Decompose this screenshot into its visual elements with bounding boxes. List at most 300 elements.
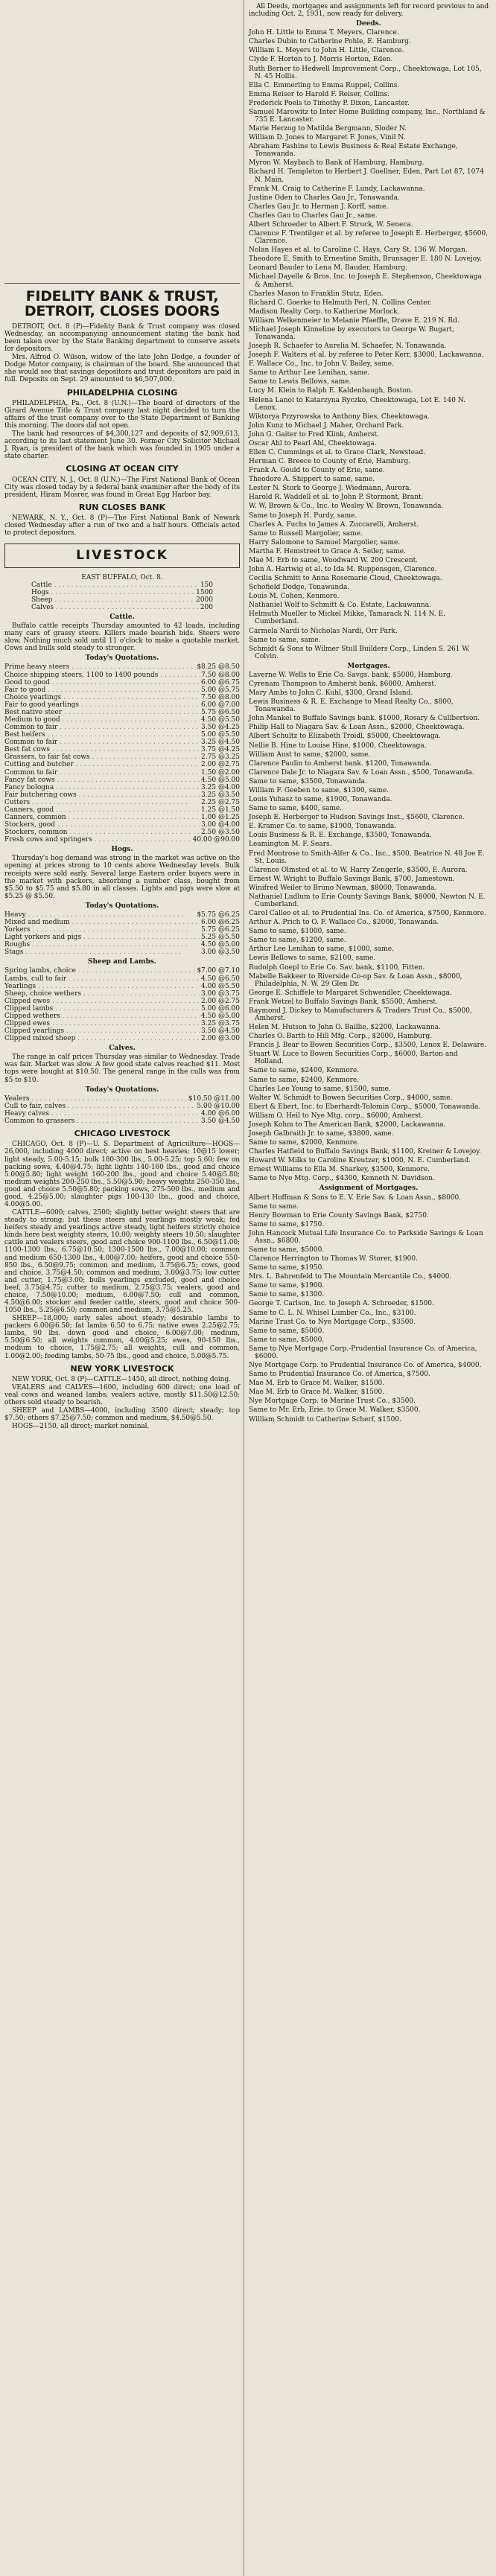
assignments-title: Assignment of Mortgages. — [319, 1185, 419, 1193]
divider — [4, 283, 240, 284]
quote-value: 4.50 @5.00 — [201, 776, 240, 784]
quote-value: 2.00 @2.75 — [201, 761, 240, 769]
quote-label: Clipped ewes . . . — [4, 1020, 200, 1027]
assignment-record: Same to Prudential Insurance Co. of America, $7500. — [249, 1371, 430, 1379]
mortgage-record: Leamington M. F. Sears. — [249, 841, 332, 849]
quote-row — [31, 604, 213, 611]
quote-label: Stockers, good . . . — [4, 821, 200, 829]
mortgage-record: William Aust to same, $2000, same. — [249, 750, 371, 759]
deed-record: Myron W. Maybach to Bank of Hamburg, Hamburg. — [249, 159, 425, 168]
quote-label: Cattle . . . — [31, 581, 199, 589]
quote-value: 3.00 @4.00 — [201, 821, 240, 829]
mortgage-record: Mabelle Bakkeer to Riverside Co-op Sav. & Loan Assn., $8000, Philadelphia, N. W. 29 Glen Dr. — [249, 972, 462, 988]
deed-record: Herman C. Breece to County of Erie, Hamburg. — [249, 458, 411, 466]
deed-record: Clyde F. Horton to J. Morris Horton, Eden. — [249, 56, 393, 64]
deed-record: Louis M. Cohen, Kenmore. — [249, 593, 340, 601]
deed-record: Nathaniel Wolf to Schmitt & Co. Estate, Lackawanna. — [249, 602, 431, 610]
quote-row — [4, 983, 240, 990]
mortgage-record: Lewis Bellows to same, $2100, same. — [249, 954, 376, 963]
quote-label: Choice yearlings . . . — [4, 694, 200, 701]
quote-row — [4, 919, 240, 926]
mortgage-record: Clarence Paulin to Amherst bank. $1200, Tonawanda. — [249, 759, 432, 768]
quote-value: 2.00 @2.75 — [201, 997, 240, 1005]
quote-row — [4, 716, 240, 724]
assignment-record: Clarence Herrington to Thomas W. Storer, $1900. — [249, 1255, 418, 1263]
quote-value: $10.50 @11.00 — [188, 1094, 240, 1103]
quote-row — [4, 926, 240, 934]
quote-row — [4, 806, 240, 814]
deed-record: Mae M. Erb to same, Woodward W. 200 Crescent. — [249, 556, 419, 564]
calves-quotes-table — [4, 1095, 240, 1125]
quote-value: 4.50 @5.00 — [201, 941, 240, 949]
quote-label: Vealers . . . — [4, 1095, 187, 1103]
quote-label: Fresh cows and springers . . . — [4, 836, 191, 844]
quote-row — [4, 777, 240, 784]
mortgage-record: Same to same, $3500, Tonawanda. — [249, 777, 367, 785]
mortgage-record: Clarence Olmsted et al. to W. Harry Zengerle, $3500, E. Aurora. — [249, 866, 468, 874]
mortgage-record: William O. Heil to Nye Mtg. corp., $6000, Amherst. — [249, 1112, 424, 1120]
quote-value: 3.00 @3.75 — [201, 989, 240, 998]
mortgage-record: Mary Ambs to John C. Kuhl, $300, Grand Island. — [249, 689, 413, 698]
mortgage-record: Helen M. Hutson to John O. Baillie, $2200, Lackawanna. — [249, 1024, 441, 1032]
deed-record: Leonard Bauder to Lena M. Bauder, Hamburg. — [249, 264, 408, 272]
quote-label: Fair to good . . . — [4, 686, 200, 694]
quote-value: 4.00 @6.00 — [201, 1109, 240, 1118]
quote-label: Stags . . . — [4, 949, 200, 956]
fidelity-paragraph: DETROIT, Oct. 8 (P)—Fidelity Bank & Trust company was closed Wednesday, an accompanying announcement stating the bank had been taken over by the State Banking department to conserve assets for depositors. — [4, 322, 240, 354]
cattle-title: Cattle. — [109, 613, 135, 621]
deed-record: Samuel Marowitz to Inter Home Building company, Inc., Northland & 735 E. Lancaster. — [249, 108, 486, 124]
quote-row — [4, 753, 240, 761]
assignment-record: Same to Mr. Erb, Erie. to Grace M. Walker, $3500. — [249, 1406, 421, 1415]
mortgage-record: Arthur A. Prich to O. F. Wallace Co., $2000, Tonawanda. — [249, 919, 439, 927]
deed-record: Frederick Poels to Timothy P. Dixon, Lancaster. — [249, 99, 410, 107]
quote-label: Canners, common . . . — [4, 814, 200, 821]
quote-label: Best heifers . . . — [4, 731, 200, 739]
mortgage-record: Ebert & Ebert, Inc. to Eberhardt-Tolomin Corp., $5000, Tonawanda. — [249, 1103, 481, 1111]
quote-label: Cull to fair, calves . . . — [4, 1103, 195, 1110]
quote-value: $5.75 @6.25 — [197, 911, 240, 919]
quote-row — [4, 911, 240, 919]
quote-label: Choice shipping steers, 1100 to 1400 pounds . . . — [4, 672, 200, 679]
quote-value: 7.50 @8.00 — [201, 693, 240, 701]
deed-record: John H. Little to Emma T. Meyers, Clarence. — [249, 29, 399, 37]
assignment-record: Same to same, $1750. — [249, 1220, 325, 1228]
quote-label: Cutters . . . — [4, 799, 200, 806]
quote-label: Clipped lambs . . . — [4, 1005, 200, 1013]
quote-value: 2.50 @3.50 — [201, 829, 240, 837]
quote-row — [4, 1005, 240, 1013]
mortgage-record: Frank Wetzel to Buffalo Savings Bank, $5500, Amherst. — [249, 998, 438, 1006]
quote-label: Canners, good . . . — [4, 806, 200, 814]
new-york-paragraph: VEALERS and CALVES—1600, including 600 direct; one load of veal cows and weaned lambs; vealers active, mostly $11.50@12.50; others sold steady to bearish. — [4, 1384, 240, 1407]
quote-label: Clipped yearlings . . . — [4, 1027, 200, 1035]
ocean-city-paragraph: OCEAN CITY, N. J., Oct. 8 (U.N.)—The First National Bank of Ocean City was closed today by a federal bank examiner after the body of its president, Hiram Mosrer, was found in Great Egg Harbor bay. — [4, 476, 240, 499]
deed-record: Frank M. Craig to Catherine F. Lundy, Lackawanna. — [249, 185, 425, 193]
quote-label: Light yorkers and pigs . . . — [4, 934, 200, 941]
quote-label: Grassers, to fair fat cows . . . — [4, 753, 200, 761]
deed-record: William L. Meyers to John H. Little, Clarence. — [249, 47, 404, 55]
deed-record: Charles Dubin to Catherine Pohle, E. Hamburg. — [249, 38, 411, 46]
quote-value: 3.50 @4.50 — [201, 1117, 240, 1125]
quote-value: 40.00 @90.00 — [192, 836, 240, 844]
quote-row — [4, 784, 240, 791]
mortgage-record: Carol Calleo et al. to Prudential Ins. Co. of America, $7500, Kenmore. — [249, 910, 486, 918]
quote-label: Spring lambs, choice . . . — [4, 967, 195, 975]
chicago-paragraph: CATTLE—6000; calves, 2500; slightly better weight steers that are steady to strong; but these steers and yearlings mostly weak; fed heifers steady and yearlings active steady, light heifers strictly choice kinds here best weighty steers, 10.00; weighty steers 10.50; slaughter cattle and vealers steers, good and choice 900-1100 lbs., 6.50@11.00; 1100-1300 lbs., 6.75@10.50; 1300-1500 lbs., 7.00@10.00; common and medium 650-1300 lbs., 4.00@7.00; heifers, good and choice 550-850 lbs., 6.50@9.75; common and medium, 3.75@6.75; cows, good and choice, 3.75@4.50; common and medium, 3.00@3.75; low cutter and cutter, 1.75@3.00; bulls yearlings excluded, good and choice beef, 3.75@4.75; cutter to medium, 2.75@3.75; vealers, good and choice, 7.50@10.00; medium, 6.00@7.50; cull and common, 4.50@6.00; stocker and feeder cattle, steers, good and choice 500-1050 lbs., 5.25@6.50; common and medium, 3.75@5.25. — [4, 1209, 240, 1315]
quote-label: Yearlings . . . — [4, 983, 200, 990]
deed-record: Charles Gau Jr. to Herman J. Korff, same. — [249, 203, 389, 211]
mortgage-record: Charles O. Barth to Hill Mfg. Corp., $2000, Hamburg. — [249, 1033, 432, 1041]
deeds-title: Deeds. — [356, 20, 381, 28]
assignment-record: Henry Bowman to Erie County Savings Bank, $2750. — [249, 1211, 429, 1220]
right-column — [249, 3, 489, 1425]
quote-row — [4, 672, 240, 679]
assignment-record: Marine Trust Co. to Nye Mortgage Corp., $3500. — [249, 1318, 416, 1326]
quote-row — [4, 724, 240, 731]
quote-value: 5.75 @6.50 — [201, 708, 240, 716]
assignment-record: Mrs. L. Bahrenfeld to The Mountain Mercantile Co., $4000. — [249, 1273, 452, 1281]
deed-record: Richard H. Templeton to Herbert J. Goellner, Eden, Part Lot 87, 1074 N. Main. — [249, 168, 484, 184]
deed-record: Same to Joseph H. Purdy, same. — [249, 511, 357, 520]
philadelphia-headline: PHILADELPHIA CLOSING — [66, 387, 178, 398]
sheep-quotes-table — [4, 967, 240, 1042]
quote-row — [31, 589, 213, 596]
todays-quotations-title: Today's Quotations. — [85, 1085, 159, 1094]
calves-text: The range in calf prices Thursday was similar to Wednesday. Trade was fair. Market was slow. A few good state calves reached $11. Most tops were bought at $10.50. The general range in the culls was from $5 to $10. — [4, 1053, 240, 1084]
quote-row — [4, 709, 240, 716]
assignment-record: Same to same, $5000. — [249, 1246, 325, 1254]
quote-row — [4, 941, 240, 949]
mortgage-record: Same to same, $400, same. — [249, 805, 343, 813]
quote-label: Lambs, cull to fair . . . — [4, 975, 200, 983]
quote-row — [4, 694, 240, 701]
quote-row — [4, 686, 240, 694]
quote-row — [4, 967, 240, 975]
assignment-record: John Hancock Mutual Life Insurance Co. to Parkside Savings & Loan Assn., $6800. — [249, 1229, 483, 1245]
deed-record: Madison Realty Corp. to Katherine Morlock. — [249, 307, 400, 316]
cattle-quotes-table — [4, 663, 240, 844]
quote-label: Clipped mixed sheep . . . — [4, 1035, 200, 1042]
deed-record: John Kunz to Michael J. Maher, Orchard Park. — [249, 421, 404, 430]
mortgage-record: Francis J. Bear to Bowen Securities Corp., $3500, Lenox E. Delaware. — [249, 1042, 487, 1050]
mortgage-record: Same to same, $2400, Kenmore. — [249, 1067, 360, 1075]
deed-record: Same to Russell Margolier, same. — [249, 529, 363, 538]
deed-record: Albert Schroeder to Albert F. Struck, W. Seneca. — [249, 220, 413, 229]
quote-label: Hogs . . . — [31, 589, 194, 596]
mortgage-record: George E. Schiffele to Margaret Schwendler, Cheektowaga. — [249, 989, 452, 997]
mortgage-record: John Mankel to Buffalo Savings bank. $1000, Rosary & Cullbertson. — [249, 715, 480, 723]
quote-row — [4, 1095, 240, 1103]
new-york-paragraph: HOGS—2150, all direct; market nominal. — [12, 1423, 150, 1431]
deed-record: Joseph F. Walters et al. by referee to Peter Kerr, $3000, Lackawanna. — [249, 351, 484, 360]
left-top-space — [4, 3, 240, 280]
quote-row — [4, 1035, 240, 1042]
chicago-headline: CHICAGO LIVESTOCK — [74, 1129, 171, 1139]
left-column — [4, 3, 240, 1431]
quote-row — [4, 1020, 240, 1027]
receipts-table — [4, 581, 240, 611]
deed-record: Frank A. Gould to County of Erie, same. — [249, 467, 385, 475]
todays-quotations-title: Today's Quotations. — [85, 902, 159, 910]
deed-record: Charles A. Fuchs to James A. Zuccarelli, Amherst. — [249, 520, 419, 529]
todays-quotations-title: Today's Quotations. — [85, 654, 159, 663]
mortgage-record: Louis Business & R. E. Exchange, $3500, Tonawanda. — [249, 832, 432, 840]
mortgage-record: Stuart W. Luce to Bowen Securities Corp., $6000, Barton and Holland. — [249, 1051, 458, 1066]
quote-value: 6.00 @6.75 — [201, 678, 240, 686]
quote-label: Common to fair . . . — [4, 739, 200, 746]
quote-value: 2000 — [196, 596, 213, 604]
deed-record: Ellen C. Cummings et al. to Grace Clark, Newstead. — [249, 448, 426, 456]
quote-label: Sheep . . . — [31, 596, 194, 604]
mortgage-record: Same to same, $2000, Kenmore. — [249, 1139, 360, 1147]
mortgage-record: Laverne W. Wells to Erie Co. Savgs. bank, $5000, Hamburg. — [249, 671, 453, 679]
quote-value: 7.50 @8.00 — [201, 671, 240, 679]
quote-row — [4, 934, 240, 941]
quote-row — [4, 799, 240, 806]
quote-value: 3.50 @4.50 — [201, 1027, 240, 1036]
intro-notice: All Deeds, mortgages and assignments left for record previous to and including Oct. 2, 1931, now ready for delivery. — [249, 3, 489, 19]
mortgage-record: Howard W. Milks to Caroline Kreutzer, $1000, N. E. Cumberland. — [249, 1157, 471, 1165]
quote-row — [4, 998, 240, 1005]
deed-record: Theodore E. Smith to Ernestine Smith, Brunsager E. 180 N. Lovejoy. — [249, 255, 482, 264]
quote-row — [4, 821, 240, 829]
deed-record: Same to Lewis Bellows, same. — [249, 378, 352, 386]
quote-value: 1.25 @1.50 — [201, 806, 240, 814]
quote-label: Fancy fat cows . . . — [4, 777, 200, 784]
quote-value: 4.50 @6.50 — [201, 975, 240, 983]
quote-row — [4, 1103, 240, 1110]
quote-value: 5.00 @10.00 — [197, 1102, 240, 1110]
quote-value: 5.00 @5.50 — [201, 731, 240, 739]
deed-record: Richard C. Goerke to Helmuth Perl, N. Collins Center. — [249, 299, 432, 307]
deed-record: Marie Herzog to Matilda Bergmann, Sloder N. — [249, 125, 407, 133]
quote-value: 2.75 @3.25 — [201, 753, 240, 762]
assignment-record: Same to same, $5000. — [249, 1336, 325, 1344]
quote-row — [4, 761, 240, 768]
deed-record: F. Wallace Co., Inc. to John V. Bailey, same. — [249, 360, 394, 369]
quote-row — [4, 746, 240, 753]
deed-record: Clarence F. Trentilger et al. by referee to Joseph E. Herberger, $5600, Clarence. — [249, 230, 489, 246]
quote-value: 6.00 @7.00 — [201, 701, 240, 709]
quote-row — [4, 663, 240, 671]
quote-label: Common to fair . . . — [4, 769, 200, 777]
quote-value: $7.00 @7.10 — [197, 967, 240, 975]
deed-record: Abraham Fashine to Lewis Business & Real Estate Exchange, Tonawanda. — [249, 143, 458, 159]
mortgage-record: Ernest Williams to Ella M. Sharkey, $3500, Kenmore. — [249, 1166, 430, 1174]
deed-record: William Welkenmeier to Melanie Pfaeffle, Drave E. 219 N. Rd. — [249, 316, 460, 325]
quote-label: Yorkers . . . — [4, 926, 200, 934]
quote-value: 5.25 @5.50 — [201, 934, 240, 942]
chicago-paragraph: CHICAGO, Oct. 8 (P)—U. S. Department of Agriculture—HOGS—26,000, including 4000 direct; active on best heavies; 10@15 lower; light steady, 5.00-5.15; bulk 180-300 lbs., 5.00-5.25; top 5.60; few on packing sows, 4.40@4.75; light lights 140-160 lbs., good and choice 5.00@5.80; light weight 160-200 lbs., good and choice 5.40@5.80; medium weights 200-250 lbs., 5.50@5.90; heavy weights 250-350 lbs., good and choice 5.50@5.80; packing sows, 275-500 lbs., medium and good, 4.25@5.00; slaughter pigs 100-130 lbs., good and choice, 4.00@5.00. — [4, 1141, 240, 1208]
mortgage-record: Winifred Weiler to Bruno Newman, $8000, Tonawanda. — [249, 884, 437, 892]
quote-label: Stockers, common . . . — [4, 829, 200, 836]
mortgage-record: Louis Yuhasz to same, $1900, Tonawanda. — [249, 796, 392, 804]
quote-value: 4.00 @5.50 — [201, 982, 240, 990]
deed-record: John A. Hartwig et al. to Ida M. Ruppensgen, Clarence. — [249, 566, 437, 573]
deed-record: Same to same, same. — [249, 636, 321, 644]
quote-label: Calves . . . — [31, 604, 199, 611]
quote-value: 3.25 @4.50 — [201, 739, 240, 747]
quote-value: 3.50 @4.25 — [201, 724, 240, 732]
deed-record: Schmidt & Sons to Wilmer Stull Builders Corp., Linden S. 261 W. Colvin. — [249, 645, 470, 660]
ocean-city-headline: CLOSING AT OCEAN CITY — [66, 464, 179, 474]
mortgage-record: E. Kramer Co. to same, $1900, Tonawanda. — [249, 823, 397, 831]
quote-label: Common to fair . . . — [4, 724, 200, 731]
assignment-record: Same to same, $5000. — [249, 1327, 325, 1335]
quote-row — [4, 1013, 240, 1020]
deed-record: Michael Joseph Kinneline by executors to George W. Bugart, Tonawanda. — [249, 325, 454, 341]
quote-label: Best native steer . . . — [4, 709, 200, 716]
deed-record: Justine Oden to Charles Gau Jr., Tonawanda. — [249, 194, 401, 202]
assignment-record: Nye Mortgage Corp. to Marine Trust Co., $3500. — [249, 1397, 416, 1406]
quote-label: Clipped wethers . . . — [4, 1013, 200, 1020]
quote-row — [4, 701, 240, 709]
livestock-banner: LIVESTOCK — [4, 543, 240, 568]
quote-value: 200 — [200, 603, 213, 611]
quote-value: 2.00 @3.00 — [201, 1035, 240, 1043]
deed-record: Carmela Nardi to Nicholas Nardi, Orr Park. — [249, 627, 398, 635]
quote-row — [4, 975, 240, 983]
hogs-text: Thursday's hog demand was strong in the market was active on the opening at prices strong to 10 cents above Wednesday levels. Bulk receipts were sold early. Several large Eastern order buyers were in the market with packers, absorbing a number class, bought from $5.50 to $5.75 and $5.80 in all classes. Lights and pigs were slow at $5.25 @ $5.50. — [4, 855, 240, 900]
quote-row — [4, 949, 240, 956]
mortgage-record: Cyrenam Thompson to Amherst bank. $6000, Amherst. — [249, 680, 436, 689]
mortgage-record: Walter W. Schmidt to Bowen Securities Corp., $4000, same. — [249, 1094, 453, 1102]
hogs-title: Hogs. — [111, 846, 133, 854]
hogs-quotes-table — [4, 911, 240, 956]
philadelphia-paragraph: The bank had resources of $4,300,127 and deposits of $2,909,613, according to its last statement June 30. Former City Solicitor Michael J. Ryan, is president of the bank which was founded in 1905 under a state charter. — [4, 430, 240, 461]
deed-record: Nolan Hayes et al. to Caroline C. Hays, Cary St. 136 W. Morgan. — [249, 246, 468, 255]
deed-record: Theodore A. Shippert to same, same. — [249, 476, 375, 484]
philadelphia-paragraph: PHILADELPHIA, Pa., Oct. 8 (U.N.)—The board of directors of the Girard Avenue Title & Trust company last night decided to turn the affairs of the trust company over to the State Department of Banking this morning. The doors did not open. — [4, 399, 240, 430]
quote-value: 150 — [200, 581, 213, 589]
mortgage-record: Joseph Kohm to The American Bank, $2000, Lackawanna. — [249, 1120, 446, 1129]
quote-value: 5.75 @6.25 — [201, 926, 240, 934]
quote-row — [4, 1110, 240, 1118]
quote-value: 3.75 @4.25 — [201, 746, 240, 754]
mortgage-record: Nellie B. Hine to Louise Hine, $1000, Cheektowaga. — [249, 742, 427, 750]
quote-row — [31, 596, 213, 604]
deed-record: Ella C. Emmerling to Emma Ruppel, Collins. — [249, 81, 400, 89]
deeds-list — [249, 29, 489, 660]
quote-value: 4.50 @5.00 — [201, 1012, 240, 1020]
quote-row — [4, 679, 240, 686]
new-york-paragraph: SHEEP and LAMBS—4000, including 3500 direct; steady; top $7.50; others $7.25@7.50; common and medium, $4.50@5.50. — [4, 1407, 240, 1423]
quote-value: 4.50 @5.50 — [201, 715, 240, 724]
mortgage-record: Raymond J. Dickey to Manufacturers & Traders Trust Co., $5000, Amherst. — [249, 1007, 472, 1022]
deed-record: Harry Salomone to Samuel Margolier, same. — [249, 538, 401, 546]
deed-record: Schofield Dodge, Tonawanda. — [249, 584, 350, 592]
mortgage-record: Arthur Lee Lenihan to same, $1000, same. — [249, 946, 394, 954]
quote-row — [4, 731, 240, 739]
quote-label: Cutting and butcher . . . — [4, 761, 200, 768]
mortgage-record: Rudolph Goepl to Erie Co. Sav. bank, $1100, Fitten. — [249, 963, 425, 972]
mortgage-record: Charles Hatfield to Buffalo Savings Bank, $1100, Kreiner & Lovejoy. — [249, 1148, 481, 1156]
quote-label: Fancy bologna . . . — [4, 784, 200, 791]
mortgage-record: Philip Hall to Niagara Sav. & Loan Assn., $2000, Cheektowaga. — [249, 724, 465, 732]
mortgage-record: William F. Geeben to same, $1300, same. — [249, 786, 390, 794]
quote-value: 1500 — [196, 588, 213, 596]
mortgage-record: Same to same, $1200, same. — [249, 937, 346, 945]
deed-record: John G. Gaiter to Fred Klink, Amherst. — [249, 430, 380, 439]
quote-row — [4, 836, 240, 844]
deed-record: William D. Jones to Margaret F. Jones, Vinil N. — [249, 134, 406, 142]
mortgage-record: Fred Montrose to Smith-Alfer & Co., Inc., $500, Beatrice N. 48 Joe E. St. Louis. — [249, 849, 485, 865]
mortgage-record: Ernest W. Wright to Buffalo Savings Bank, $700, Jamestown. — [249, 875, 455, 883]
assignment-record: Same to same, $1950. — [249, 1264, 325, 1272]
quote-value: 1.50 @2.00 — [201, 768, 240, 777]
quote-value: 6.00 @6.25 — [201, 919, 240, 926]
fidelity-headline: FIDELITY BANK & TRUST, DETROIT, CLOSES DOORS — [24, 288, 220, 319]
quote-label: Clipped ewes . . . — [4, 998, 200, 1005]
mortgages-list — [249, 672, 489, 1183]
east-buffalo-dateline: EAST BUFFALO, Oct. 8. — [81, 573, 163, 581]
new-york-paragraph: NEW YORK, Oct. 8 (P)—CATTLE—1450, all direct, nothing doing. — [12, 1375, 231, 1383]
quote-label: Heavy . . . — [4, 911, 195, 919]
quote-label: Prime heavy steers . . . — [4, 663, 195, 671]
deed-record: Joseph R. Schaefer to Aurelia M. Schaefer, N. Tonawanda. — [249, 342, 447, 351]
quote-row — [4, 990, 240, 998]
deed-record: Oscar Ahl to Pearl Ahl, Cheektowaga. — [249, 439, 377, 447]
assignment-record: Same to C. L. N. Whisel Lumber Co., Inc., $3100. — [249, 1309, 416, 1317]
mortgages-title: Mortgages. — [347, 662, 390, 670]
quote-value: 2.25 @2.75 — [201, 798, 240, 806]
deed-record: Helmuth Mueller to Mickel Mikke, Tamarack N. 114 N. E. Cumberland. — [249, 610, 445, 626]
quote-value: 3.25 @4.00 — [201, 783, 240, 791]
quote-label: Good to good . . . — [4, 679, 200, 686]
quote-value: $8.25 @8.50 — [197, 663, 240, 672]
quote-row — [31, 581, 213, 589]
quote-label: Roughs . . . — [4, 941, 200, 949]
mortgage-record: Joseph Galbraith Jr. to same, $3800, same. — [249, 1130, 394, 1138]
assignment-record: Nye Mortgage Corp. to Prudential Insurance Co. of America, $4000. — [249, 1362, 482, 1370]
deed-record: Harold R. Waddell et al. to John P. Stormont, Brant. — [249, 494, 424, 502]
quote-row — [4, 1027, 240, 1035]
newark-paragraph: NEWARK, N. Y., Oct. 8 (P)—The First National Bank of Newark closed Wednesday after a run of two and a half hours. Officials acted to protect depositors. — [4, 514, 240, 538]
mortgage-record: Same to same, $1000, same. — [249, 928, 346, 936]
quote-row — [4, 739, 240, 746]
new-york-headline: NEW YORK LIVESTOCK — [70, 1363, 174, 1374]
quote-label: Common to grassers . . . — [4, 1118, 200, 1125]
cattle-text: Buffalo cattle receipts Thursday amounted to 42 loads, including many cars of grassy steers. Killers made bearish bids. Steers were slow. Nothing much sold until 11 o'clock to make a quotable market. Cows and bulls sold steady to stronger. — [4, 622, 240, 653]
quote-row — [4, 829, 240, 836]
deed-record: Charles Gau to Charles Gau Jr., same. — [249, 211, 378, 220]
mortgage-record: Same to same, $2400, Kenmore. — [249, 1076, 360, 1084]
quote-label: Medium to good . . . — [4, 716, 200, 724]
assignment-record: Mae M. Erb to Grace M. Walker, $1500. — [249, 1389, 385, 1397]
sheep-title: Sheep and Lambs. — [88, 958, 156, 966]
mortgage-record: Same to Nye Mtg. Corp., $4300, Kenneth N. Davidson. — [249, 1175, 435, 1183]
deed-record: Emma Reiser to Harold F. Reiser, Collins. — [249, 90, 390, 98]
assignment-record: Same to same, $1900. — [249, 1282, 325, 1290]
quote-label: Best fat cows . . . — [4, 746, 200, 753]
deed-record: Charles Mason to Franklin Stutz, Eden. — [249, 290, 384, 298]
quote-row — [4, 1118, 240, 1125]
quote-value: 5.00 @6.00 — [201, 1004, 240, 1013]
assignment-record: Same to same. — [249, 1202, 299, 1211]
mortgage-record: Nathaniel Ludlum to Erie County Savings Bank, $8000, Newton N. E. Cumberland. — [249, 893, 486, 908]
mortgage-record: Lewis Business & R. E. Exchange to Mead Realty Co., $800, Tonawanda. — [249, 698, 454, 714]
deed-record: Cecilia Schmitt to Anna Rosemarie Cloud, Cheektowaga. — [249, 575, 442, 583]
quote-row — [4, 769, 240, 777]
quote-value: 5.00 @5.75 — [201, 686, 240, 694]
newark-headline: RUN CLOSES BANK — [78, 502, 166, 512]
mortgage-record: Albert Schultz to Elizabeth Troidl, $5000, Cheektowaga. — [249, 733, 442, 741]
quote-label: Fair butchering cows . . . — [4, 791, 200, 799]
quote-label: Heavy calves . . . — [4, 1110, 200, 1118]
deed-record: Wiktorya Przyrowska to Anthony Bies, Cheektowaga. — [249, 412, 430, 421]
assignment-record: Albert Hoffman & Sons to E. V. Erie Sav. & Loan Assn., $8000. — [249, 1193, 462, 1202]
